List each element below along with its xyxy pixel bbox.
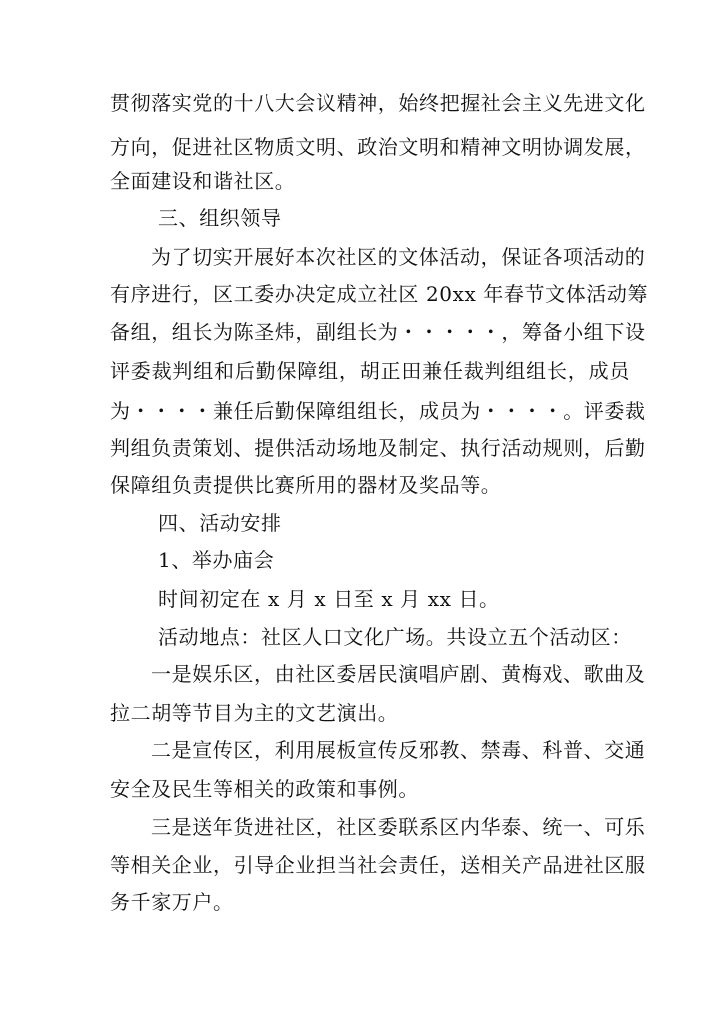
text-line: 评委裁判组和后勤保障组，胡正田兼任裁判组组长，成员 xyxy=(110,359,630,383)
text-line: 全面建设和谐社区。 xyxy=(110,169,296,193)
text-line: 保障组负责提供比赛所用的器材及奖品等。 xyxy=(110,473,502,497)
text-line: 方向，促进社区物质文明、政治文明和精神文明协调发展， xyxy=(110,135,646,159)
subsection-heading: 1、举办庙会 xyxy=(158,548,275,572)
text-line: 有序进行，区工委办决定成立社区 20xx 年春节文体活动筹 xyxy=(110,282,649,306)
text-line: 为了切实开展好本次社区的文体活动，保证各项活动的 xyxy=(151,245,646,269)
text-line: 时间初定在 x 月 x 日至 x 月 xx 日。 xyxy=(158,587,500,611)
text-line: 为・・・・兼任后勤保障组组长，成员为・・・・。评委裁 xyxy=(110,399,646,423)
text-line: 贯彻落实党的十八大会议精神，始终把握社会主义先进文化 xyxy=(110,91,646,115)
section-heading: 四、活动安排 xyxy=(158,511,282,535)
text-line: 拉二胡等节目为主的文艺演出。 xyxy=(110,701,399,725)
text-line: 等相关企业，引导企业担当社会责任，送相关产品进社区服 xyxy=(110,853,646,877)
text-line: 务千家万户。 xyxy=(110,890,234,914)
text-line: 判组负责策划、提供活动场地及制定、执行活动规则，后勤 xyxy=(110,436,646,460)
text-line: 安全及民生等相关的政策和事例。 xyxy=(110,777,419,801)
section-heading: 三、组织领导 xyxy=(158,206,282,230)
text-line: 活动地点：社区人口文化广场。共设立五个活动区： xyxy=(158,625,632,649)
text-line: 三是送年货进社区，社区委联系区内华泰、统一、可乐 xyxy=(151,815,646,839)
text-line: 备组，组长为陈圣炜，副组长为・・・・・，筹备小组下设 xyxy=(110,320,646,344)
text-line: 一是娱乐区，由社区委居民演唱庐剧、黄梅戏、歌曲及 xyxy=(151,662,646,686)
text-line: 二是宣传区，利用展板宣传反邪教、禁毒、科普、交通 xyxy=(151,738,646,762)
